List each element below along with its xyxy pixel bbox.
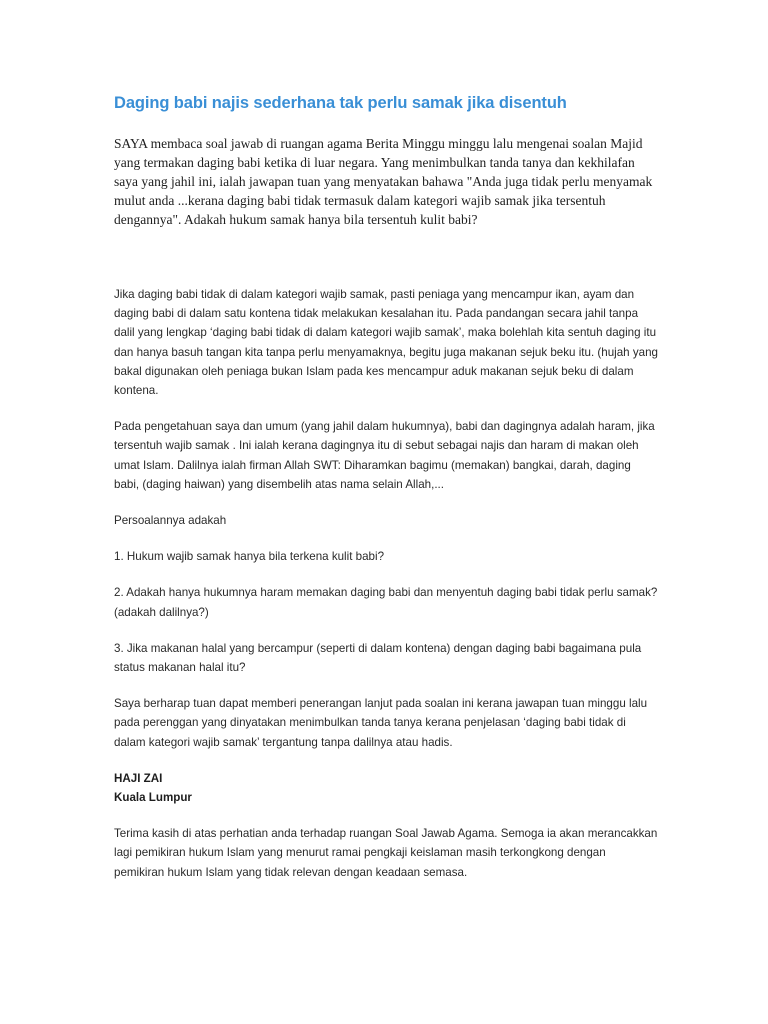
article-title: Daging babi najis sederhana tak perlu samak jika disentuh [114,94,567,112]
closing-request: Saya berharap tuan dapat memberi penerangan lanjut pada soalan ini kerana jawapan tuan minggu lalu pada perenggan yang dinyatakan menimbulkan tanda tanya kerana penjelasan ‘daging babi tidak di dalam kategori wajib samak’ tergantung tanpa dalilnya atau hadis. [114,697,648,749]
question-2: 2. Adakah hanya hukumnya haram memakan daging babi dan menyentuh daging babi tidak perlu samak? (adakah dalilnya?) [114,586,658,619]
document-page [114,92,659,899]
body-paragraph-1: Jika daging babi tidak di dalam kategori wajib samak, pasti peniaga yang mencampur ikan, ayam dan daging babi di dalam satu kontena tidak melakukan kesalahan itu. Pada pandangan secara jahil tanpa dalil yang lengkap ‘daging babi tidak di dalam kategori wajib samak’, maka bolehlah kita sentuh daging itu dan hanya basuh tangan kita tanpa perlu menyamaknya, begitu juga makanan sejuk beku itu. (hujah yang bakal digunakan oleh peniaga bukan Islam pada kes mencampur aduk makanan sejuk beku di dalam kontena. [114,288,658,398]
signoff-name: HAJI ZAI [114,771,163,785]
question-1: 1. Hukum wajib samak hanya bila terkena kulit babi? [114,550,385,564]
question-lead: Persoalannya adakah [114,514,227,528]
question-3: 3. Jika makanan halal yang bercampur (seperti di dalam kontena) dengan daging babi bagaimana pula status makanan halal itu? [114,641,642,675]
body-paragraph-2: Pada pengetahuan saya dan umum (yang jahil dalam hukumnya), babi dan dagingnya adalah haram, jika tersentuh wajib samak . Ini ialah kerana dagingnya itu di sebut sebagai najis dan haram di makan oleh umat Islam. Dalilnya ialah firman Allah SWT: Diharamkan bagimu (memakan) bangkai, darah, daging babi, (daging haiwan) yang disembelih atas nama selain Allah,... [114,420,655,491]
reply-paragraph: Terima kasih di atas perhatian anda terhadap ruangan Soal Jawab Agama. Semoga ia akan merancakkan lagi pemikiran hukum Islam yang menurut ramai pengkaji keislaman masih terkongkong dengan pemikiran hukum Islam yang tidak relevan dengan keadaan semasa. [114,827,658,879]
intro-paragraph: SAYA membaca soal jawab di ruangan agama Berita Minggu minggu lalu mengenai soalan Majid yang termakan daging babi ketika di luar negara. Yang menimbulkan tanda tanya dan kekhilafan saya yang jahil ini, ialah jawapan tuan yang menyatakan bahawa "Anda juga tidak perlu menyamak mulut anda ...kerana daging babi tidak termasuk dalam kategori wajib samak jika tersentuh dengannya". Adakah hukum samak hanya bila tersentuh kulit babi? [114,136,653,227]
signoff [114,769,659,807]
signoff-location: Kuala Lumpur [114,791,192,805]
